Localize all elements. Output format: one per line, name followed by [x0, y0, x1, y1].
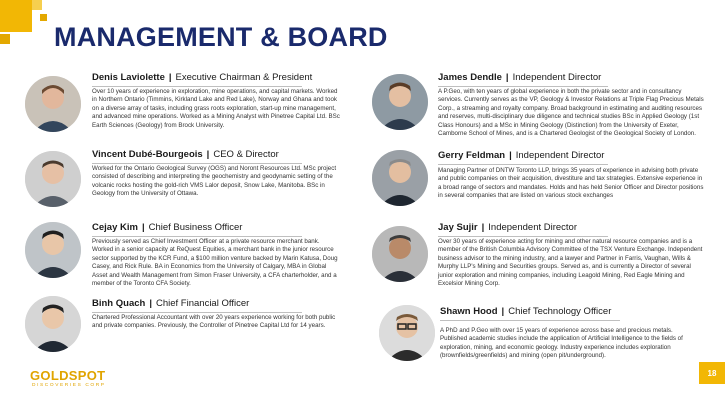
person-header: Cejay Kim | Chief Business Officer: [92, 222, 302, 237]
person-photo: [372, 74, 428, 130]
person-role: Chief Technology Officer: [508, 306, 612, 317]
person-header: Denis Laviolette | Executive Chairman & President: [92, 72, 302, 87]
person-name: Denis Laviolette: [92, 72, 165, 83]
person-photo: [372, 226, 428, 282]
page-number: 18: [699, 362, 725, 384]
person-header: James Dendle | Independent Director: [438, 72, 608, 87]
logo-tagline: DISCOVERIES CORP: [32, 383, 106, 388]
person-bio: A P.Geo, with ten years of global experience in both the private sector and in consultancy services. Currently serves as the VP, Geology & Investor Relations at Triple Flag Precious Metals Corp., a streaming and royalty company. Broad background in estimating and auditing resources and reserves, multi-disciplinary due diligence and technical studies BSc in Applied Geology (1st Class Honours) and a MSc in Mining Geology (Distinction) from the University of Exeter, Camborne School of Mines, and is a Chartered Geologist of the Geological Society of London.: [438, 88, 704, 138]
company-logo: [30, 368, 120, 394]
corner-accent-square: [32, 0, 42, 10]
person-bio: Over 10 years of experience in exploration, mine operations, and capital markets. Worked in Northern Ontario (Timmins, Kirkland Lake and Red Lake), Norway and Ghana and took on a diverse array of tasks, including grass roots exploration, start-up mine management, and advanced mine operations. Worked as a Mining Analyst with Pinetree Capital Ltd. BSc Earth Sciences (Geology) from Brock University.: [92, 88, 340, 129]
person-name: Jay Sujir: [438, 222, 478, 233]
person-header: Vincent Dubé-Bourgeois | CEO & Director: [92, 149, 302, 164]
person-role: Independent Director: [515, 150, 605, 161]
person-role: Executive Chairman & President: [175, 72, 313, 83]
person-bio: Over 30 years of experience acting for mining and other natural resource companies and is a member of the British Columbia Advisory Committee of the TSX Venture Exchange. Independent business advisor to the mining industry, and a lawyer and Partner in Farris, Vaughan, Wills & Murphy LLP's Mining and Securities groups. Served as, and is currently a Director of several junior exploration and mining companies, including Leagold Mining, Red Eagle Mining and Excelsior Mining Corp.: [438, 238, 703, 288]
person-photo: [372, 150, 428, 206]
corner-accent-square: [40, 14, 47, 21]
person-photo: [25, 151, 81, 207]
person-role: Independent Director: [512, 72, 602, 83]
corner-accent-square: [0, 0, 32, 32]
person-role: Independent Director: [488, 222, 578, 233]
person-bio: Worked for the Ontario Geological Survey (OGS) and Noront Resources Ltd. MSc project consisted of describing and interpreting the geochemistry and geodynamic setting of the volcanic rocks hosting the gold-rich VMS Lalor deposit, Snow Lake, Manitoba. BSc in Geology from the University of Ottawa.: [92, 165, 337, 198]
person-bio: A PhD and P.Geo with over 15 years of experience across base and precious metals. Published academic studies include the application of Artificial Intelligence to the fields of exploration, mining, and economic geology. Industry experience includes exploration (brownfields/greenfields) and mining (open pit/underground).: [440, 327, 683, 360]
person-header: Shawn Hood | Chief Technology Officer: [440, 306, 620, 321]
person-header: Binh Quach | Chief Financial Officer: [92, 298, 302, 313]
person-name: James Dendle: [438, 72, 502, 83]
person-name: Shawn Hood: [440, 306, 498, 317]
person-role: Chief Business Officer: [148, 222, 243, 233]
person-name: Gerry Feldman: [438, 150, 506, 161]
person-photo: [25, 222, 81, 278]
person-header: Jay Sujir | Independent Director: [438, 222, 608, 237]
person-photo: [25, 296, 81, 352]
logo-wordmark: GOLDSPOT: [30, 368, 106, 383]
person-bio: Managing Partner of DNTW Toronto LLP, brings 35 years of experience in advising both private and public companies on their acquisition, divestiture and tax strategies. Extensive experience in a broad range of sectors and mandates. Holds and has held Senior Officer and Director positions in several companies that are listed on various stock exchanges: [438, 167, 704, 200]
person-name: Binh Quach: [92, 298, 146, 309]
person-photo: [379, 305, 435, 361]
corner-accent-square: [0, 34, 10, 44]
person-name: Vincent Dubé-Bourgeois: [92, 149, 203, 160]
page-title: MANAGEMENT & BOARD: [54, 22, 388, 52]
person-bio: Previously served as Chief Investment Officer at a private resource merchant bank. Worked in a senior capacity at ReQuest Equities, a merchant bank in the junior resource sector supported by the KCR Fund, a $100 million venture backed by Marin Katusa, Doug Casey, and Rick Rule. BA in Economics from the University of Calgary, MBA in Global Asset and Wealth Management from Simon Fraser University, a CFA charterholder, and a member of the Toronto CFA Society.: [92, 238, 338, 288]
person-header: Gerry Feldman | Independent Director: [438, 150, 608, 165]
person-photo: [25, 76, 81, 132]
person-role: Chief Financial Officer: [155, 298, 250, 309]
person-role: CEO & Director: [213, 149, 279, 160]
person-bio: Chartered Professional Accountant with over 20 years experience working for both public and private companies. Previously, the Controller of Pinetree Capital Ltd for 14 years.: [92, 314, 336, 330]
person-name: Cejay Kim: [92, 222, 138, 233]
